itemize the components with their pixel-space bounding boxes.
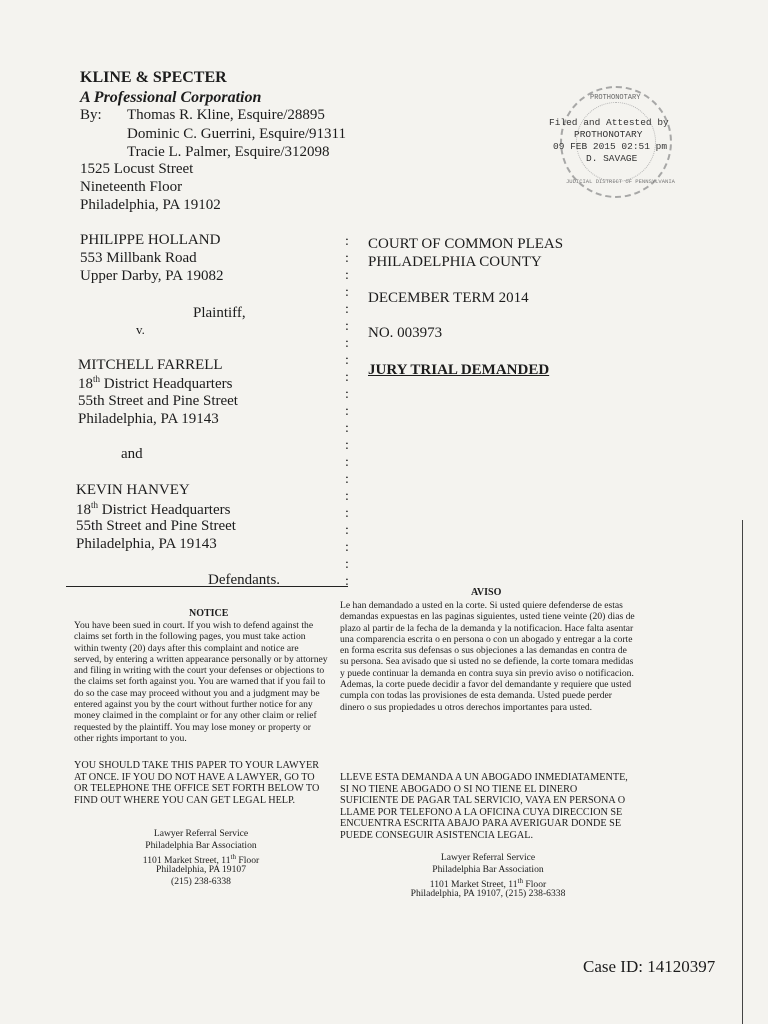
- aviso-body: Le han demandado a usted en la corte. Si usted quiere defenderse de estas demandas expuestas en las paginas siguientes, usted tiene veinte (20) dias de plazo al partir de la fecha de la demanda y la notificacion. Hace falta asentar una comparencia escrita o en persona o con un abogado y entregar a la corte en forma escrita sus defensas o sus objeciones a las demandas en contra de su persona. Sea avisado que si usted no se defiende, la corte tomara medidas y puede continuar la demanda en contra suya sin previo aviso o notificacion. Ademas, la corte puede decidir a favor del demandante y requiere que usted cumpla con todas las provisiones de esta demanda. Usted puede perder dinero o sus propiedades u otros derechos importantes para usted.: [340, 600, 635, 713]
- firm-address-line: Philadelphia, PA 19102: [80, 197, 221, 213]
- caption-colon: :: [345, 404, 349, 419]
- court-name: COURT OF COMMON PLEAS: [368, 236, 564, 252]
- by-label: By:: [80, 107, 102, 123]
- defendant-address-line: 55th Street and Pine Street: [76, 518, 236, 534]
- aviso-title: AVISO: [471, 587, 502, 598]
- attorney-line: Dominic C. Guerrini, Esquire/91311: [127, 126, 346, 142]
- caption-colon: :: [345, 489, 349, 504]
- notice-service-line: (215) 238-6338: [171, 876, 231, 887]
- caption-divider: [66, 586, 348, 587]
- firm-name: KLINE & SPECTER: [80, 69, 227, 86]
- plaintiff-name: PHILIPPE HOLLAND: [80, 232, 221, 248]
- seal-clerk-line: D. SAVAGE: [586, 153, 638, 164]
- notice-title: NOTICE: [189, 608, 229, 619]
- caption-colon: :: [345, 370, 349, 385]
- defendant-name: MITCHELL FARRELL: [78, 357, 223, 373]
- aviso-service-line: Philadelphia, PA 19107, (215) 238-6338: [410, 888, 566, 899]
- attorney-line: Thomas R. Kline, Esquire/28895: [127, 107, 325, 123]
- caption-colon: :: [345, 302, 349, 317]
- caption-colon: :: [345, 455, 349, 470]
- jury-demand: JURY TRIAL DEMANDED: [368, 362, 550, 378]
- caption-colon: :: [345, 438, 349, 453]
- court-county: PHILADELPHIA COUNTY: [368, 254, 542, 270]
- notice-service-line: 1101 Market Street, 11th Floor: [142, 853, 260, 867]
- caption-colon: :: [345, 336, 349, 351]
- seal-date-line: 09 FEB 2015 02:51 pm: [553, 141, 668, 152]
- caption-colon: :: [345, 574, 349, 589]
- caption-colon: :: [345, 285, 349, 300]
- firm-subtitle: A Professional Corporation: [80, 89, 262, 106]
- notice-body: You have been sued in court. If you wish to defend against the claims set forth in the following pages, you must take action within twenty (20) days after this complaint and notice are served, by entering a written appearance personally or by attorney and filing in writing with the court your defenses or objections to the claims set forth against you. You are warned that if you fail to do so the case may proceed without you and a judgment may be entered against you by the court without further notice for any money claimed in the complaint or for any other claim or relief requested by the plaintiff. You may lose money or property or other rights important to you.: [74, 620, 328, 744]
- defendant-address-line: 18th District Headquarters: [78, 374, 233, 392]
- case-number: NO. 003973: [368, 325, 443, 341]
- notice-caps: YOU SHOULD TAKE THIS PAPER TO YOUR LAWYER AT ONCE. IF YOU DO NOT HAVE A LAWYER, GO TO OR TELEPHONE THE OFFICE SET FORTH BELOW TO FIND OUT WHERE YOU CAN GET LEGAL HELP.: [74, 760, 320, 806]
- seal-bottom-text: JUDICIAL DISTRICT OF PENNSYLVANIA: [566, 178, 675, 185]
- plaintiff-role: Plaintiff,: [193, 305, 246, 321]
- defendant-name: KEVIN HANVEY: [76, 482, 190, 498]
- seal-filed-line: Filed and Attested by: [549, 117, 669, 128]
- aviso-service-line: Lawyer Referral Service: [440, 852, 536, 863]
- caption-colon: :: [345, 251, 349, 266]
- aviso-service-line: 1101 Market Street, 11th Floor: [429, 877, 547, 891]
- scan-edge-line: [742, 520, 743, 1024]
- caption-colon: :: [345, 472, 349, 487]
- versus-label: v.: [136, 322, 145, 337]
- defendant-address-line: 18th District Headquarters: [76, 500, 231, 518]
- attorney-line: Tracie L. Palmer, Esquire/312098: [127, 144, 330, 160]
- plaintiff-address-line: Upper Darby, PA 19082: [80, 268, 224, 284]
- caption-colon: :: [345, 268, 349, 283]
- caption-colon: :: [345, 421, 349, 436]
- case-id: Case ID: 14120397: [583, 957, 716, 976]
- notice-service-line: Lawyer Referral Service: [153, 828, 249, 839]
- seal-office-line: PROTHONOTARY: [574, 129, 643, 140]
- defendant-address-line: 55th Street and Pine Street: [78, 393, 238, 409]
- defendants-role: Defendants.: [208, 572, 281, 588]
- firm-address-line: 1525 Locust Street: [80, 161, 194, 177]
- firm-address-line: Nineteenth Floor: [80, 179, 183, 195]
- caption-colon: :: [345, 387, 349, 402]
- aviso-caps: LLEVE ESTA DEMANDA A UN ABOGADO INMEDIATAMENTE, SI NO TIENE ABOGADO O SI NO TIENE EL DINERO SUFICIENTE DE PAGAR TAL SERVICIO, VAYA EN PERSONA O LLAME POR TELEFONO A LA OFICINA CUYA DIRECCION SE ENCUENTRA ESCRITA ABAJO PARA AVERIGUAR DONDE SE PUEDE CONSEGUIR ASISTENCIA LEGAL.: [340, 772, 628, 841]
- caption-colon: :: [345, 353, 349, 368]
- and-label: and: [121, 446, 143, 462]
- court-term: DECEMBER TERM 2014: [368, 290, 529, 306]
- seal-top-text: PROTHONOTARY: [590, 94, 641, 102]
- defendant-address-line: Philadelphia, PA 19143: [78, 411, 219, 427]
- aviso-service-line: Philadelphia Bar Association: [432, 864, 544, 875]
- caption-colon: :: [345, 506, 349, 521]
- caption-colon: :: [345, 319, 349, 334]
- caption-colon: :: [345, 523, 349, 538]
- notice-service-line: Philadelphia Bar Association: [145, 840, 257, 851]
- caption-colon: :: [345, 557, 349, 572]
- defendant-address-line: Philadelphia, PA 19143: [76, 536, 217, 552]
- plaintiff-address-line: 553 Millbank Road: [80, 250, 197, 266]
- caption-colon: :: [345, 234, 349, 249]
- caption-colon: :: [345, 540, 349, 555]
- notice-service-line: Philadelphia, PA 19107: [156, 864, 246, 875]
